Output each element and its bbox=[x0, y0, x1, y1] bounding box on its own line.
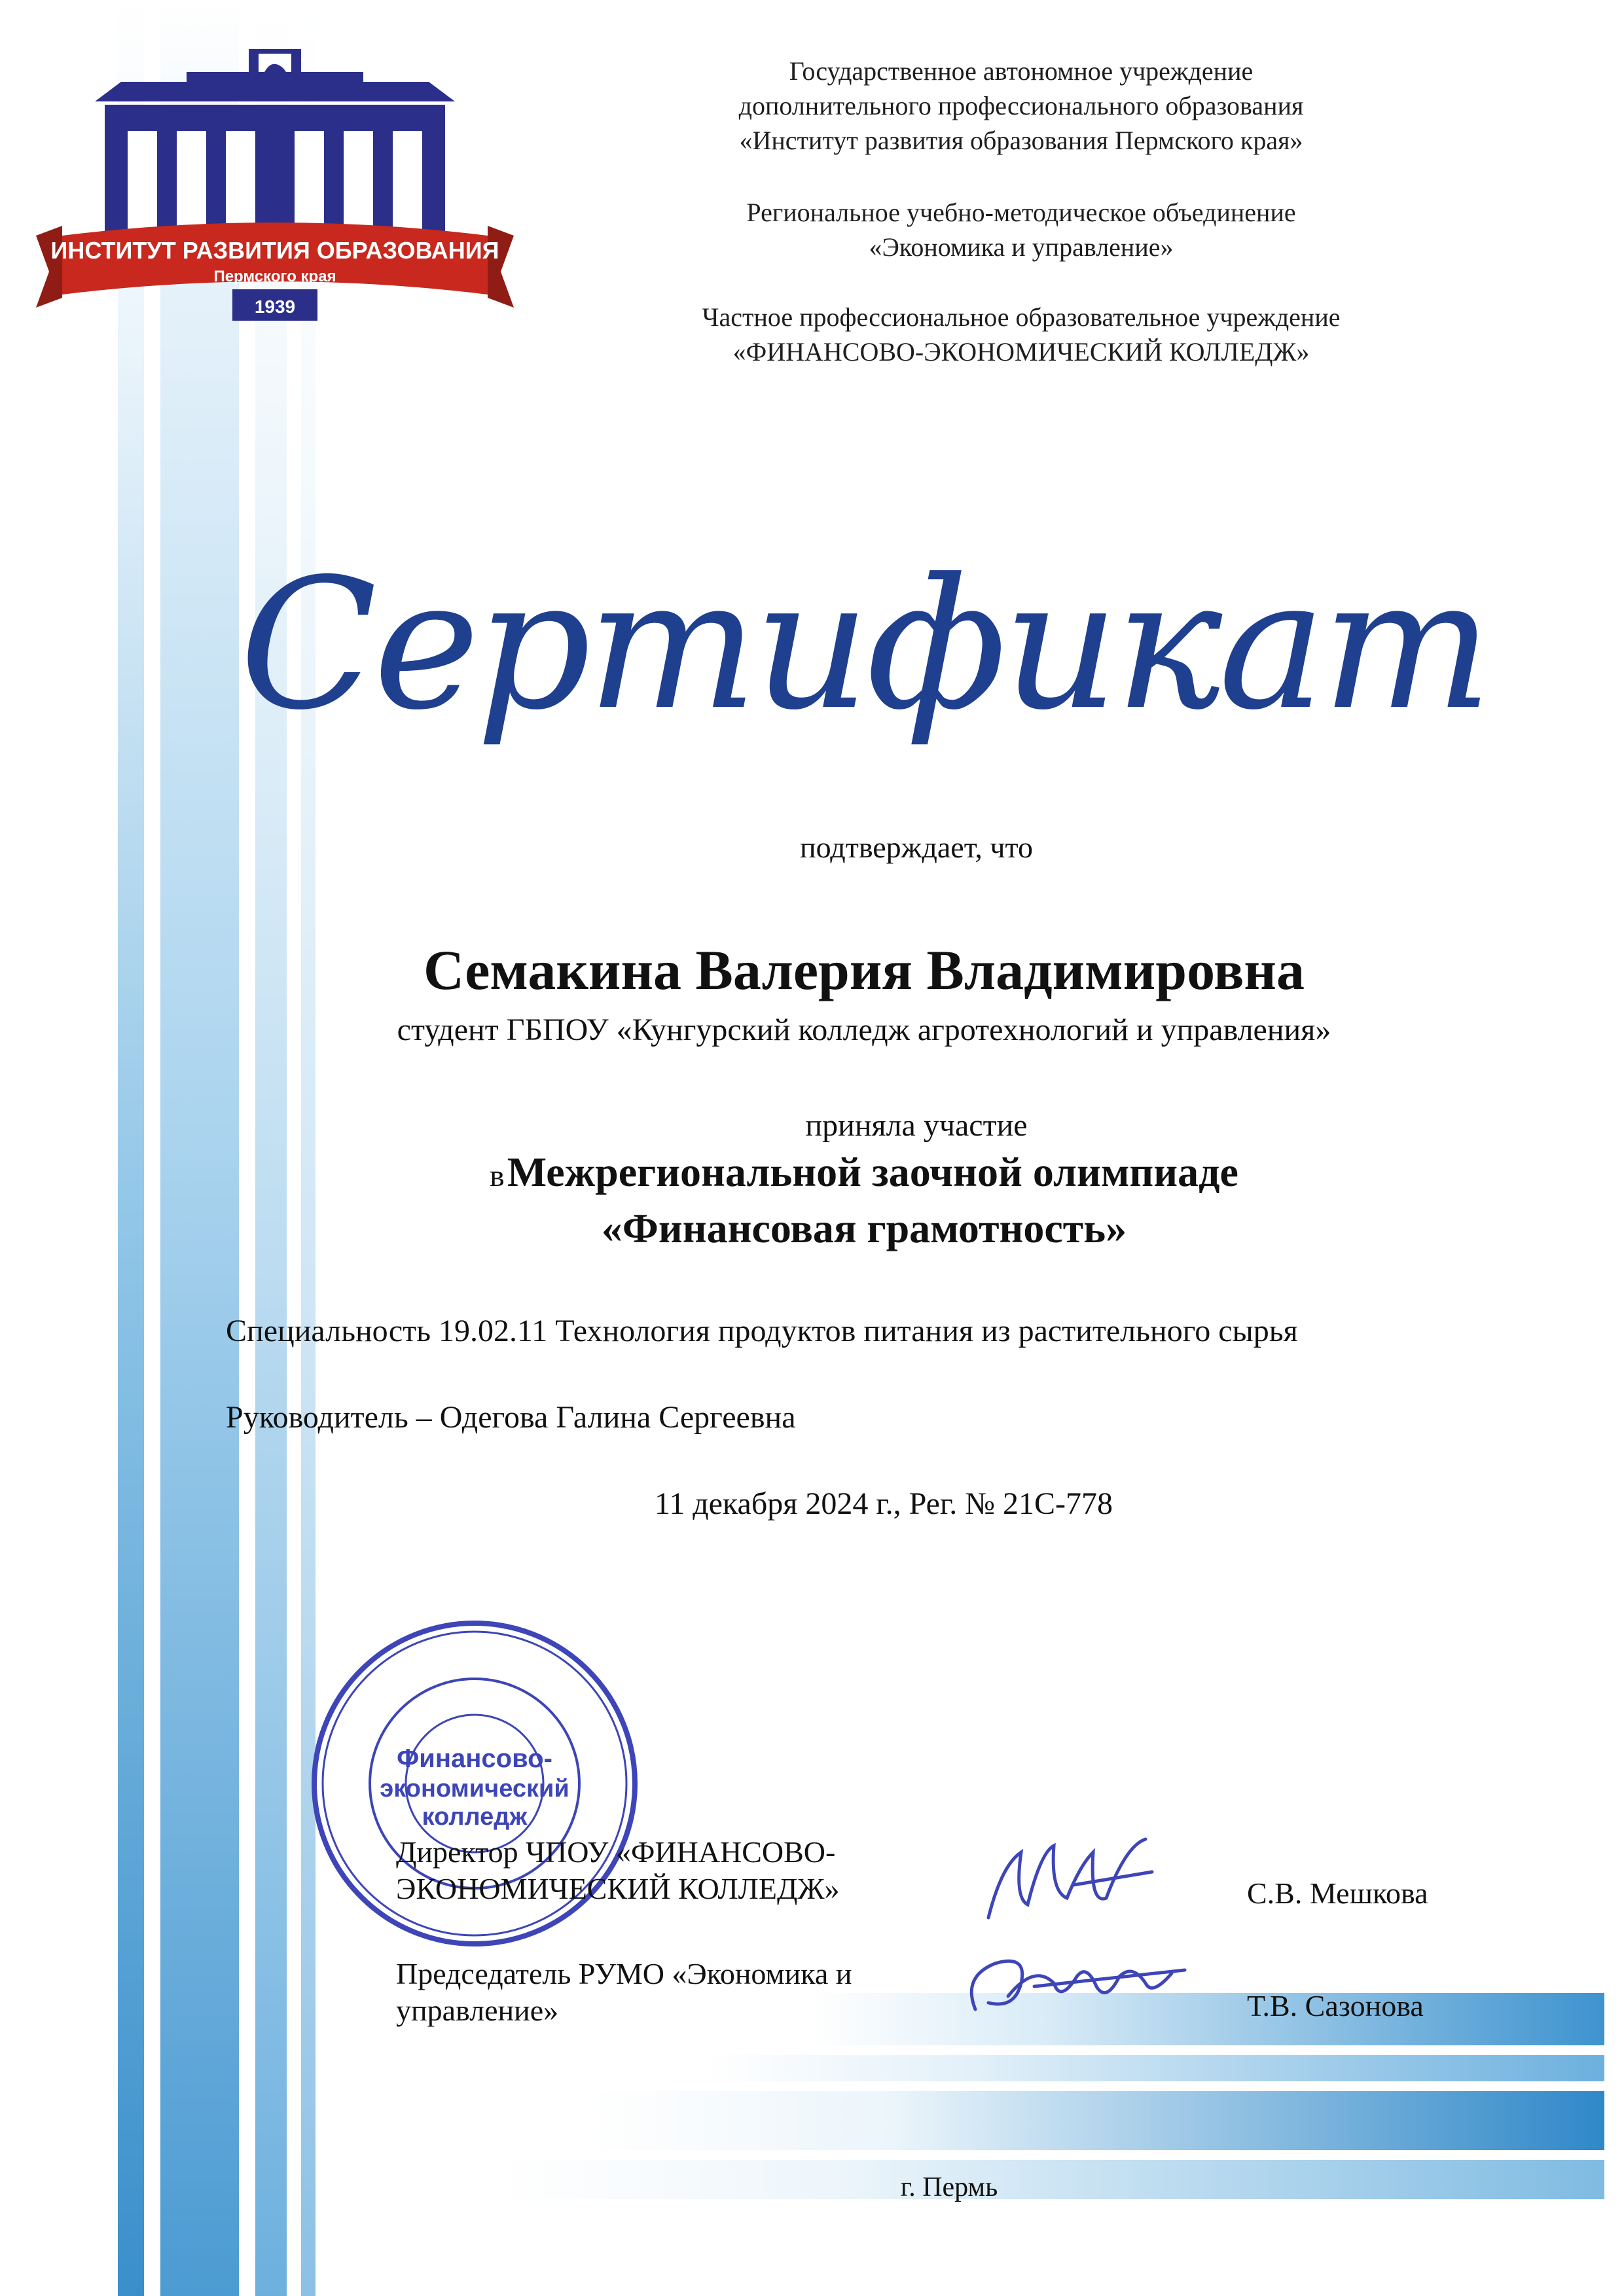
chair-label-line: Председатель РУМО «Экономика и bbox=[396, 1957, 852, 1990]
decor-band bbox=[589, 2091, 1604, 2150]
org-college bbox=[609, 300, 1434, 369]
logo-ribbon-title: ИНСТИТУТ РАЗВИТИЯ ОБРАЗОВАНИЯ bbox=[50, 237, 499, 264]
olympiad-topic: «Финансовая грамотность» bbox=[601, 1205, 1127, 1251]
olympiad-line bbox=[216, 1148, 1512, 1196]
org-line: Региональное учебно-методическое объединение bbox=[746, 198, 1296, 227]
confirms-text: подтверждает, что bbox=[800, 831, 1033, 864]
participated-text: приняла участие bbox=[805, 1108, 1028, 1143]
date-registration: 11 декабря 2024 г., Рег. № 21С-778 bbox=[654, 1486, 1113, 1521]
logo-year: 1939 bbox=[254, 296, 296, 317]
org-line: Государственное автономное учреждение bbox=[789, 56, 1254, 86]
stamp-text: экономический bbox=[380, 1775, 569, 1803]
org-institute bbox=[609, 54, 1434, 158]
olympiad-prefix: в bbox=[490, 1158, 505, 1193]
recipient-institution: студент ГБПОУ «Кунгурский колледж агротехнологий и управления» bbox=[397, 1013, 1331, 1047]
stamp-text: Финансово- bbox=[397, 1744, 552, 1773]
decor-band bbox=[707, 2055, 1604, 2081]
director-signature bbox=[975, 1826, 1159, 1931]
org-line: дополнительного профессионального образования bbox=[738, 91, 1304, 120]
org-line: Частное профессиональное образовательное учреждение bbox=[702, 302, 1341, 332]
org-rumo bbox=[609, 195, 1434, 264]
city-text: г. Пермь bbox=[900, 2172, 998, 2202]
org-line: «Институт развития образования Пермского края» bbox=[739, 126, 1303, 155]
specialty-text: Специальность 19.02.11 Технология продуктов питания из растительного сырья bbox=[226, 1314, 1298, 1348]
org-line: «ФИНАНСОВО-ЭКОНОМИЧЕСКИЙ КОЛЛЕДЖ» bbox=[732, 337, 1310, 367]
chair-signature bbox=[956, 1937, 1204, 2029]
logo-ribbon-subtitle: Пермского края bbox=[213, 268, 336, 285]
recipient-name: Семакина Валерия Владимировна bbox=[424, 939, 1305, 1001]
chair-name: Т.В. Сазонова bbox=[1247, 1989, 1424, 2022]
director-label bbox=[396, 1834, 933, 1907]
stamp-text: колледж bbox=[422, 1803, 528, 1831]
director-name: С.В. Мешкова bbox=[1247, 1876, 1428, 1910]
leader-text: Руководитель – Одегова Галина Сергеевна bbox=[226, 1400, 796, 1435]
certificate-title: Сертификат bbox=[239, 540, 1489, 749]
org-line: «Экономика и управление» bbox=[869, 232, 1174, 262]
decor-stripe bbox=[118, 0, 144, 2296]
olympiad-name: Межрегиональной заочной олимпиаде bbox=[507, 1149, 1238, 1195]
chair-label-line: управление» bbox=[396, 1994, 559, 2027]
institute-logo bbox=[36, 46, 514, 327]
chair-label bbox=[396, 1956, 933, 2029]
director-label-line: ЭКОНОМИЧЕСКИЙ КОЛЛЕДЖ» bbox=[396, 1872, 840, 1905]
logo-roof bbox=[95, 82, 455, 101]
director-label-line: Директор ЧПОУ «ФИНАНСОВО- bbox=[396, 1835, 836, 1869]
